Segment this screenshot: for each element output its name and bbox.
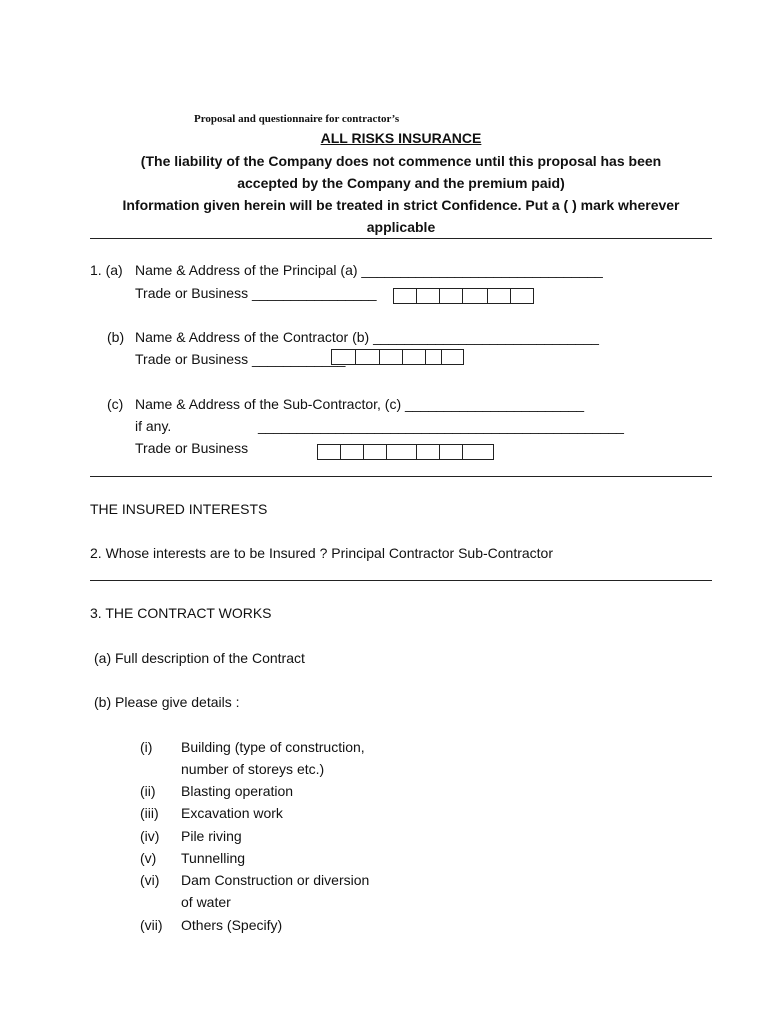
detail-item-text[interactable]: Blasting operation — [181, 783, 294, 799]
detail-item-number: (ii) — [140, 783, 156, 799]
principal-trade-code-boxes[interactable] — [393, 288, 534, 304]
subcontractor-address-line-field[interactable]: _______________________________________________ — [258, 418, 624, 434]
contractor-trade-code-boxes[interactable] — [331, 349, 464, 365]
detail-item-text[interactable]: Tunnelling — [181, 850, 246, 866]
confidentiality-notice-line-1: Information given herein will be treated in strict Confidence. Put a ( ) mark wherever — [122, 197, 680, 213]
contract-details-prompt: (b) Please give details : — [94, 694, 240, 710]
detail-item-number: (iv) — [140, 828, 160, 844]
principal-trade-field[interactable]: Trade or Business ________________ — [135, 285, 377, 301]
detail-item-text[interactable]: Building (type of construction, — [181, 739, 365, 755]
q1b-number: (b) — [107, 329, 125, 345]
contractor-trade-field[interactable]: Trade or Business ____________ — [135, 351, 346, 367]
subcontractor-if-any-label: if any. — [135, 418, 172, 434]
detail-item-number: (iii) — [140, 805, 159, 821]
form-title: ALL RISKS INSURANCE — [320, 130, 482, 146]
detail-item-number: (vi) — [140, 872, 160, 888]
liability-notice-line-2: accepted by the Company and the premium paid) — [237, 175, 565, 191]
liability-notice-line-1: (The liability of the Company does not commence until this proposal has been — [140, 153, 662, 169]
detail-item-text[interactable]: Dam Construction or diversion — [181, 872, 370, 888]
detail-item-number: (v) — [140, 850, 157, 866]
detail-item-number: (vii) — [140, 917, 163, 933]
insured-interests-heading: THE INSURED INTERESTS — [90, 501, 268, 517]
subcontractor-trade-code-boxes[interactable] — [317, 444, 494, 460]
detail-item-number: (i) — [140, 739, 153, 755]
confidentiality-notice-line-2: applicable — [366, 219, 436, 235]
subcontractor-name-address-field[interactable]: Name & Address of the Sub-Contractor, (c) _______________________ — [135, 396, 585, 412]
q1a-number: 1. (a) — [90, 262, 123, 278]
contractor-name-address-field[interactable]: Name & Address of the Contractor (b) _____________________________ — [135, 329, 599, 345]
divider — [90, 238, 712, 239]
detail-item-text: number of storeys etc.) — [181, 761, 325, 777]
principal-name-address-field[interactable]: Name & Address of the Principal (a) _______________________________ — [135, 262, 603, 278]
detail-item-text[interactable]: Pile riving — [181, 828, 242, 844]
detail-item-text[interactable]: Others (Specify) — [181, 917, 283, 933]
subcontractor-trade-label: Trade or Business — [135, 440, 249, 456]
detail-item-text: of water — [181, 894, 231, 910]
q1c-number: (c) — [107, 396, 124, 412]
divider — [90, 476, 712, 477]
question-2-insured-parties[interactable]: 2. Whose interests are to be Insured ? Principal Contractor Sub-Contractor — [90, 545, 553, 561]
detail-item-text[interactable]: Excavation work — [181, 805, 283, 821]
form-pre-title: Proposal and questionnaire for contractor’s — [194, 113, 400, 125]
contract-description-field[interactable]: (a) Full description of the Contract — [94, 650, 305, 666]
contract-works-heading: 3. THE CONTRACT WORKS — [90, 605, 272, 621]
divider — [90, 580, 712, 581]
